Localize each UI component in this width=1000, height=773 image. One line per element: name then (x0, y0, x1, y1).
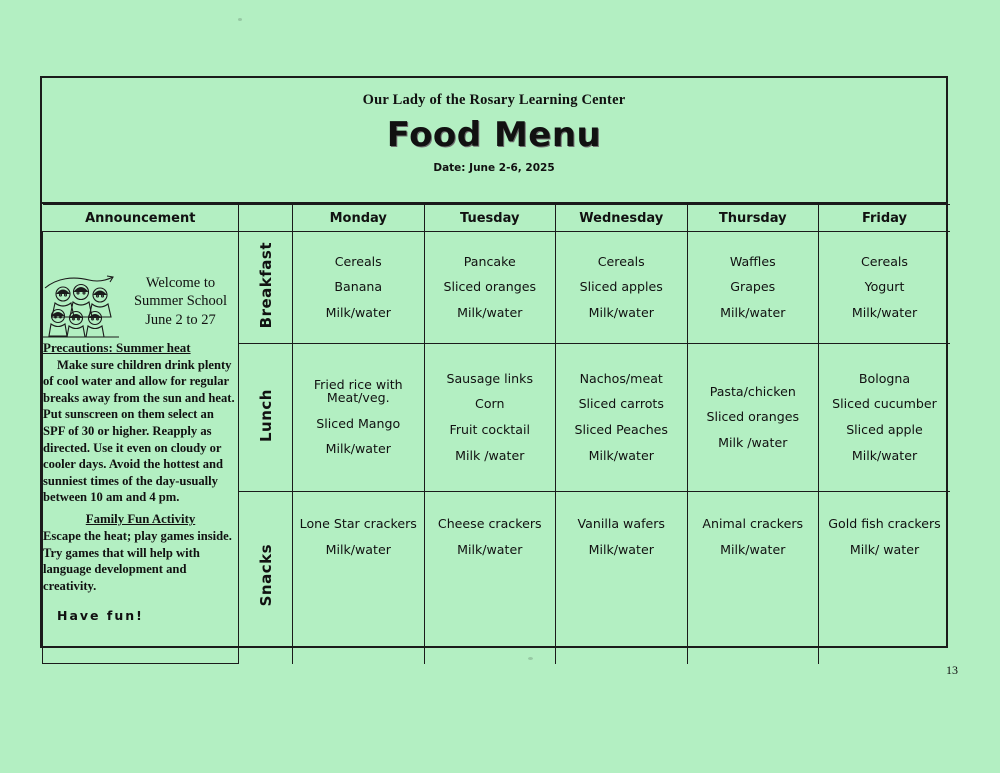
menu-item: Milk/water (457, 304, 523, 320)
menu-item: Milk/water (588, 541, 654, 557)
menu-item: Sliced oranges (443, 279, 537, 295)
cell-breakfast-tuesday (424, 232, 556, 344)
menu-item: Sliced oranges (706, 409, 800, 425)
menu-item: Milk/water (588, 447, 654, 463)
menu-item: Cereals (597, 253, 645, 269)
meal-label-snacks (239, 492, 293, 664)
cell-lunch-friday (819, 344, 951, 492)
page-number: 13 (946, 663, 958, 677)
menu-item: Yogurt (864, 279, 905, 295)
menu-item: Milk/water (720, 304, 786, 320)
menu-item: Cereals (861, 253, 908, 269)
column-header-monday: Monday (293, 205, 425, 232)
menu-item: Milk/water (457, 541, 523, 557)
column-header-meal (239, 205, 293, 232)
menu-item: Animal crackers (702, 516, 804, 531)
meal-label-lunch (239, 344, 293, 492)
page-title: Food Menu (386, 115, 602, 155)
menu-item: Banana (334, 279, 383, 295)
menu-item: Fried rice with Meat/veg. (313, 377, 403, 405)
cell-breakfast-wednesday (556, 232, 688, 344)
table-header-row (43, 205, 951, 232)
menu-item: Corn (475, 396, 505, 412)
menu-item: Sliced Mango (316, 415, 401, 431)
meal-label-text: Snacks (256, 544, 275, 607)
menu-item: Sliced Peaches (574, 422, 668, 437)
menu-item: Sliced apple (846, 422, 923, 437)
menu-item: Gold fish crackers (828, 516, 941, 531)
menu-item: Sliced cucumber (832, 396, 937, 412)
menu-table (42, 204, 950, 664)
menu-item: Pasta/chicken (709, 383, 796, 399)
precautions-body: Make sure children drink plenty of cool water and allow for regular breaks away from the sun and heat. Put sunscreen on them select an SPF of 30 or higher. Reapply as directed. Use it even on cloudy or cooler days. Avoid the hottest and sunniest times of the day-usually between 10 am and 4 pm. (43, 357, 235, 505)
column-header-friday: Friday (819, 205, 951, 232)
menu-item: Milk/water (851, 304, 918, 320)
announcement-top (43, 272, 238, 338)
cell-breakfast-thursday (687, 232, 819, 344)
announcement-cell (43, 232, 239, 664)
meal-label-text: Breakfast (256, 241, 275, 329)
paper-speck (238, 18, 242, 21)
menu-item: Milk/water (851, 447, 918, 463)
menu-item: Milk /water (455, 447, 525, 463)
menu-item: Sausage links (446, 370, 534, 386)
document-header (42, 92, 946, 204)
precautions-title: Precautions: Summer heat (43, 339, 191, 355)
family-activity-title: Family Fun Activity (85, 512, 196, 527)
cell-breakfast-friday (819, 232, 951, 344)
cell-lunch-thursday (687, 344, 819, 492)
cell-snacks-tuesday (424, 492, 556, 664)
cell-breakfast-monday (293, 232, 425, 344)
date-line: Date: June 2-6, 2025 (433, 162, 555, 174)
menu-item: Lone Star crackers (299, 516, 417, 531)
menu-item: Waffles (729, 253, 776, 269)
meal-label-text: Lunch (256, 388, 275, 442)
family-activity-body: Escape the heat; play games inside. Try games that will help with language development and creativity. (43, 529, 232, 593)
cell-lunch-tuesday (424, 344, 556, 492)
have-fun-text: Have fun! (57, 608, 144, 624)
menu-item: Milk /water (718, 434, 788, 450)
cell-snacks-monday (293, 492, 425, 664)
cell-lunch-monday (293, 344, 425, 492)
menu-item: Milk/water (325, 541, 391, 557)
cell-snacks-thursday (687, 492, 819, 664)
cell-snacks-friday (819, 492, 951, 664)
menu-item: Cereals (334, 253, 382, 269)
cell-lunch-wednesday (556, 344, 688, 492)
menu-sheet (40, 76, 948, 648)
children-illustration-icon (43, 272, 119, 338)
column-header-thursday: Thursday (687, 205, 819, 232)
column-header-wednesday: Wednesday (556, 205, 688, 232)
table-row-breakfast (43, 232, 951, 344)
menu-item: Nachos/meat (579, 370, 663, 386)
menu-item: Bologna (858, 370, 911, 386)
meal-label-breakfast (239, 232, 293, 344)
menu-item: Vanilla wafers (577, 516, 665, 531)
menu-item: Grapes (730, 279, 776, 295)
menu-item: Milk/water (325, 304, 391, 320)
menu-item: Sliced apples (579, 279, 663, 295)
cell-snacks-wednesday (556, 492, 688, 664)
menu-item: Pancake (463, 253, 516, 269)
menu-item: Milk/water (325, 441, 391, 457)
menu-item: Cheese crackers (437, 516, 542, 531)
menu-item: Sliced carrots (578, 396, 664, 412)
menu-item: Fruit cocktail (449, 422, 530, 437)
column-header-tuesday: Tuesday (424, 205, 556, 232)
menu-item: Milk/water (720, 541, 786, 557)
welcome-text: Welcome to Summer School June 2 to 27 (133, 274, 228, 328)
center-name: Our Lady of the Rosary Learning Center (362, 92, 626, 108)
column-header-announcement: Announcement (43, 205, 239, 232)
menu-item: Milk/ water (849, 541, 920, 557)
menu-item: Milk/water (588, 304, 654, 320)
